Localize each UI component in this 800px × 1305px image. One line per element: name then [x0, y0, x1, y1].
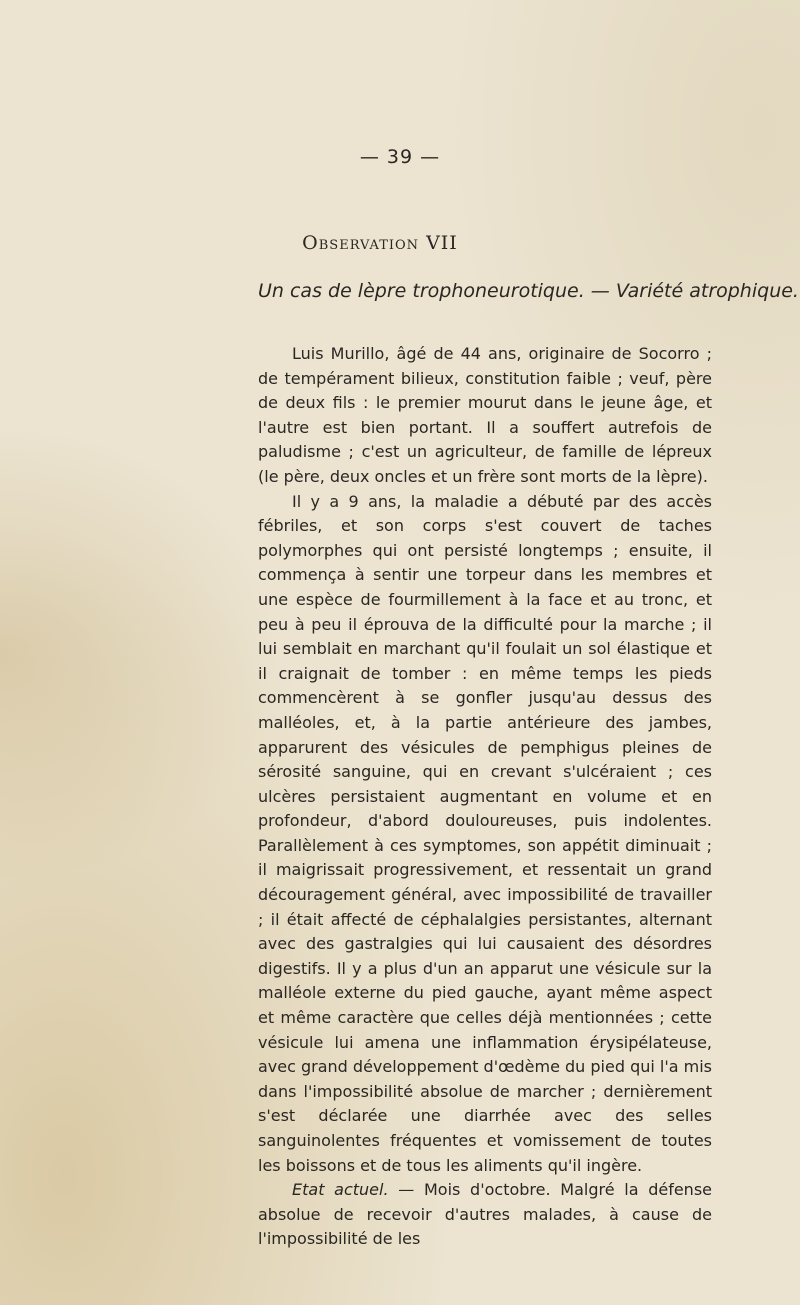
paragraph-history: Luis Murillo, âgé de 44 ans, originaire de Socorro ; de tempérament bilieux, constitution faible ; veuf, père de deux fils : le premier mourut dans le jeune âge, et l'autre est bien portant. Il a souffert autrefois de paludisme ; c'est un agriculteur, de famille de lépreux (le père, deux oncles et un frère sont morts de la lèpre). [258, 344, 712, 486]
etat-text: — Mois d'octobre. Malgré la défense absolue de recevoir d'autres malades, à cause de l'impossibilité de les [258, 1180, 713, 1249]
body-text [258, 342, 712, 1252]
paragraph-disease-course: Il y a 9 ans, la maladie a débuté par des accès fébriles, et son corps s'est couvert de taches polymorphes qui ont persisté longtemps ; ensuite, il commença à sentir une torpeur dans les membres et une espèce de fourmillement à la face et au tronc, et peu à peu il éprouva de la difficulté pour la marche ; il lui semblait en marchant qu'il foulait un sol élastique et il craignait de tomber : en même temps les pieds commencèrent à se gonfler jusqu'au dessus des malléoles, et, à la partie antérieure des jambes, apparurent des vésicules de pemphigus pleines de sérosité sanguine, qui en crevant s'ulcéraient ; ces ulcères persistaient augmentant en volume et en profondeur, d'abord douloureuses, puis indolentes. Parallèlement à ces symptomes, son appétit diminuait ; il maigrissait progressivement, et ressentait un grand découragement général, avec impossibilité de travailler ; il était affecté de céphalalgies persistantes, alternant avec des gastralgies qui lui causaient des désordres digestifs. Il y a plus d'un an apparut une vésicule sur la malléole externe du pied gauche, ayant même aspect et même caractère que celles déjà mentionnées ; cette vésicule lui amena une inflammation érysipélateuse, avec grand développement d'œdème du pied qui l'a mis dans l'impossibilité absolue de marcher ; dernièrement s'est déclarée une diarrhée avec des selles sanguinolentes fréquentes et vomissement de toutes les boissons et de tous les aliments qu'il ingère. [258, 491, 712, 1175]
paragraph-etat-actuel [258, 1178, 712, 1252]
observation-subtitle: Un cas de lèpre trophoneurotique. — Variété atrophique. [258, 280, 799, 302]
etat-label: Etat actuel. [292, 1180, 389, 1200]
page-number: — 39 — [359, 146, 441, 168]
observation-heading: Observation VII [302, 232, 458, 254]
